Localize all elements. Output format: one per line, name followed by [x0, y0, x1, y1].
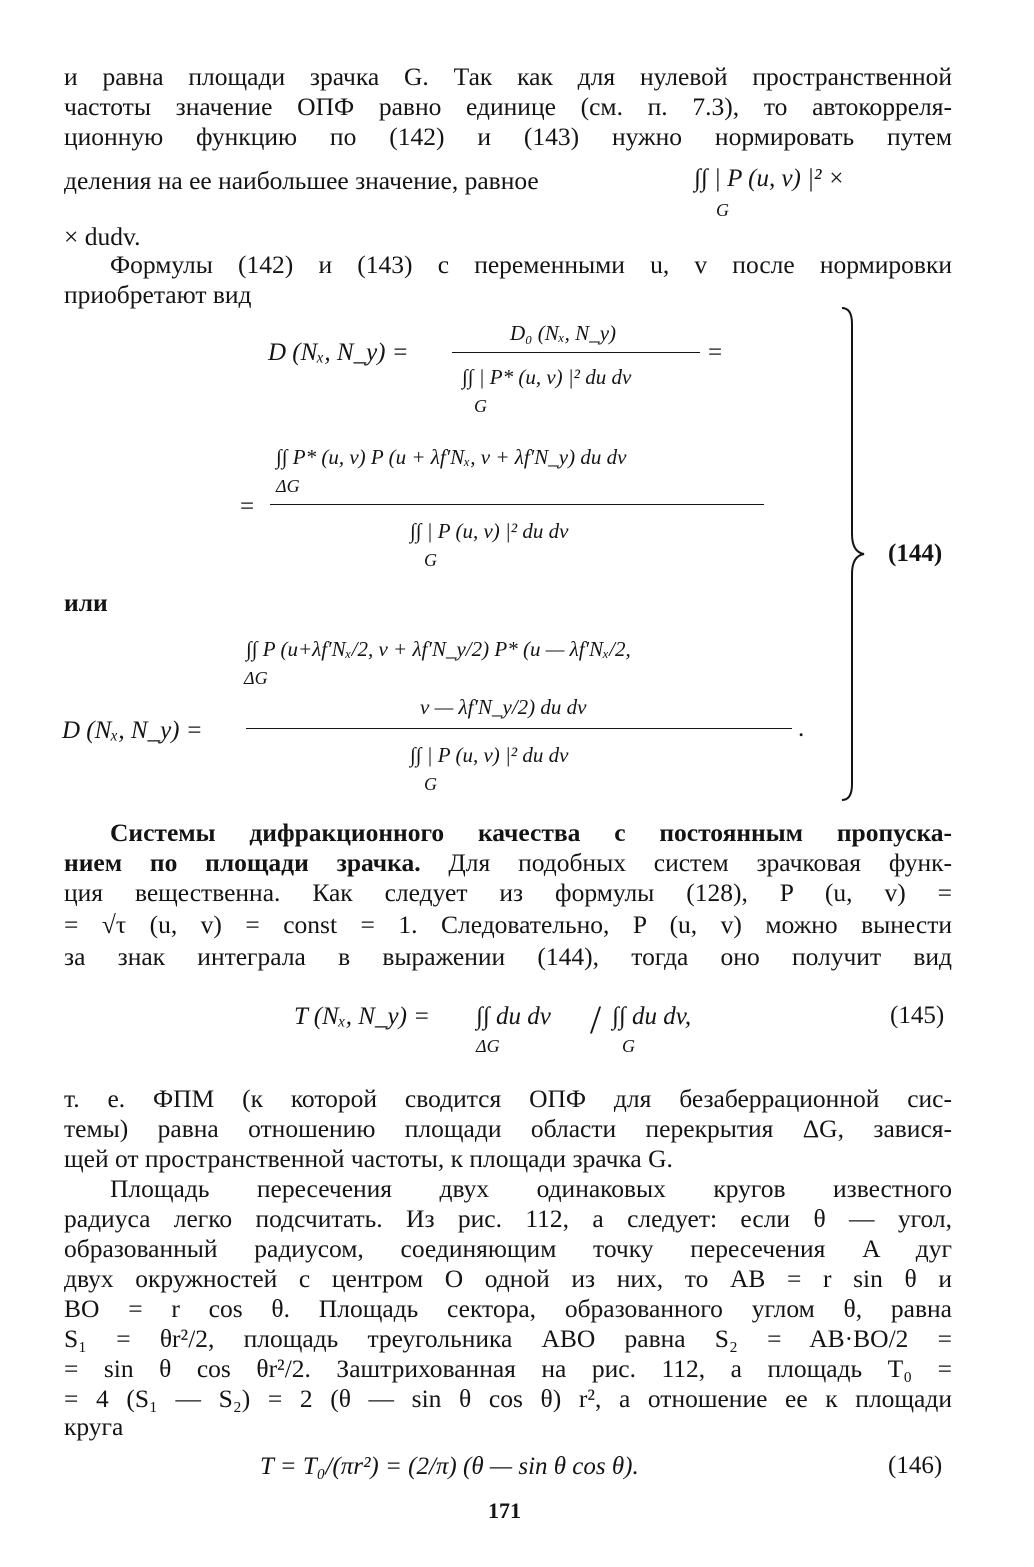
text-line: т. е. ФПМ (к которой сводится ОПФ для безаберрационной сис-: [64, 1084, 952, 1113]
eq144-numerator: ∫∫ P* (u, v) P (u + λf′Nₓ, v + λf′N_y) du dv: [276, 445, 627, 469]
eq144-denominator: ∫∫ | P (u, v) |² du dv: [410, 519, 569, 543]
text-line: ционную функцию по (142) и (143) нужно нормировать путем: [64, 122, 952, 151]
fraction-bar: [246, 728, 792, 729]
text-line: ция вещественна. Как следует из формулы (128), P (u, v) =: [64, 878, 952, 907]
integral-domain: G: [716, 200, 729, 220]
text-line: S₁ = θr²/2, площадь треугольника ABO равна S₂ = AB·BO/2 =: [64, 1324, 952, 1353]
text-line: деления на ее наибольшее значение, равное: [64, 166, 539, 195]
equals-sign: =: [708, 339, 723, 366]
page-number: 171: [488, 1498, 521, 1523]
equation-number: (144): [888, 540, 943, 567]
normalization-integral: ∫∫ | P (u, v) |² ×: [694, 165, 845, 192]
integral-domain: G: [424, 550, 437, 570]
eq145-integral: ∫∫ du dv: [476, 1003, 551, 1030]
text-line: образованный радиусом, соединяющим точку пересечения A дуг: [64, 1234, 952, 1263]
period: .: [798, 715, 805, 742]
eq144-denominator: ∫∫ | P* (u, v) |² du dv: [462, 365, 632, 389]
text-line: двух окружностей с центром O одной из них, то AB = r sin θ и: [64, 1264, 952, 1293]
integral-domain: ΔG: [476, 1036, 500, 1056]
eq144-numerator-cont: v — λf′N_y/2) du dv: [420, 695, 587, 719]
equation-number: (146): [888, 1452, 943, 1479]
integral-domain: G: [424, 774, 437, 794]
text-line: Формулы (142) и (143) с переменными u, v после нормировки: [110, 250, 952, 279]
text-line: частоты значение ОПФ равно единице (см. п. 7.3), то автокорреля-: [64, 92, 952, 121]
text-line: темы) равна отношению площади области перекрытия ΔG, завися-: [64, 1114, 952, 1143]
eq144-lhs: D (Nₓ, N_y) =: [268, 339, 409, 366]
text-line: радиуса легко подсчитать. Из рис. 112, а следует: если θ — угол,: [64, 1204, 952, 1233]
eq144-lhs: D (Nₓ, N_y) =: [62, 717, 203, 744]
eq144-numerator: ∫∫ P (u+λf′Nₓ/2, v + λf′N_y/2) P* (u — λf′Nₓ/2,: [246, 637, 631, 661]
text-line: × dudv.: [64, 222, 141, 251]
integral-domain: G: [622, 1036, 635, 1056]
text-line: приобретают вид: [64, 280, 252, 309]
text-line: [64, 848, 952, 878]
text-line: BO = r cos θ. Площадь сектора, образованного углом θ, равна: [64, 1294, 952, 1323]
text-line-bold: Системы дифракционного качества с постоянным пропуска-: [110, 818, 952, 847]
eq145-lhs: T (Nₓ, N_y) =: [294, 1003, 431, 1030]
division-slash: /: [590, 997, 602, 1042]
fraction-bar: [270, 504, 764, 505]
text-line: щей от пространственной частоты, к площади зрачка G.: [64, 1144, 673, 1173]
bold-run: нием по площади зрачка.: [64, 848, 421, 877]
integral-domain: ΔG: [244, 668, 268, 688]
text-line: и равна площади зрачка G. Так как для нулевой пространственной: [64, 62, 952, 91]
fraction-bar: [452, 352, 700, 353]
text-line: Площадь пересечения двух одинаковых кругов известного: [110, 1174, 952, 1203]
equals-sign: =: [240, 493, 255, 520]
eq145-integral: ∫∫ du dv,: [612, 1003, 692, 1030]
text-line: = sin θ cos θr²/2. Заштрихованная на рис. 112, а площадь T₀ =: [64, 1354, 952, 1383]
right-brace-icon: [838, 304, 868, 804]
text-line: за знак интеграла в выражении (144), тогда оно получит вид: [64, 942, 952, 971]
eq146-formula: T = T₀/(πr²) = (2/π) (θ — sin θ cos θ).: [260, 1453, 639, 1480]
text-line: круга: [64, 1412, 124, 1441]
equation-number: (145): [890, 1002, 945, 1029]
text-line: = √τ (u, v) = const = 1. Следовательно, P (u, v) можно вынести: [64, 910, 952, 939]
eq144-denominator: ∫∫ | P (u, v) |² du dv: [410, 743, 569, 767]
integral-domain: G: [474, 396, 487, 416]
text-line: = 4 (S₁ — S₂) = 2 (θ — sin θ cos θ) r², а отношение ее к площади: [64, 1384, 952, 1413]
eq144-numerator: D₀ (Nₓ, N_y): [510, 321, 617, 345]
text-run: Для подобных систем зрачковая функ-: [420, 848, 953, 877]
integral-domain: ΔG: [276, 476, 300, 496]
text-line: или: [64, 588, 108, 617]
